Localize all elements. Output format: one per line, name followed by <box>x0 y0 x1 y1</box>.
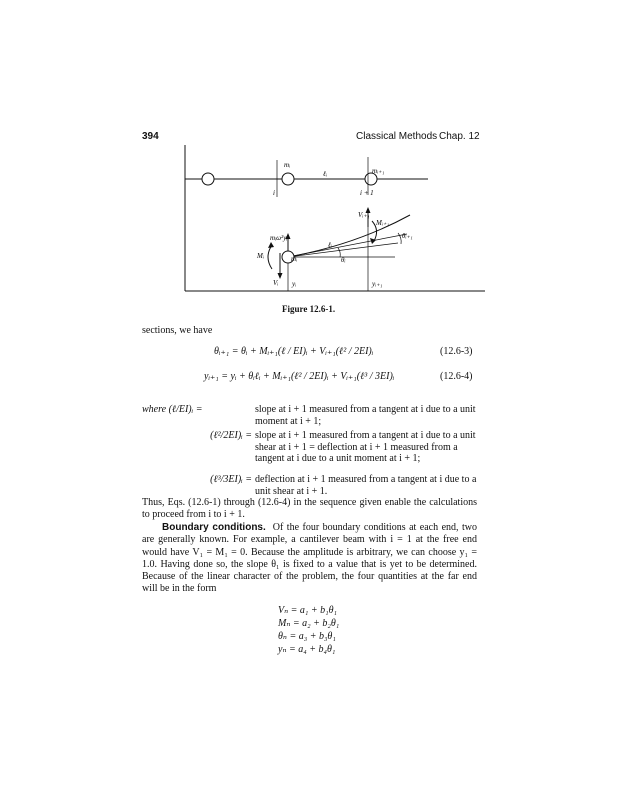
where-value: deflection at i + 1 measured from a tangent at i due to a unit shear at i + 1. <box>255 474 477 497</box>
deflected-beam <box>288 215 410 257</box>
running-title: Classical Methods <box>356 131 438 142</box>
theta-i-arc <box>338 248 340 257</box>
boundary-paragraph <box>142 522 477 596</box>
boundary-equation: Vₙ = a₁ + b₁θ₁ <box>278 605 337 616</box>
boundary-equation: Mₙ = a₂ + b₂θ₁ <box>278 618 340 629</box>
where-key: where (ℓ/EI)ᵢ = <box>142 404 203 415</box>
boundary-text: Of the four boundary conditions at each end, two are generally known. For example, a cantilever beam with i = 1 at the free end would have V₁ = M₁ = 0. Because the amplitude is arbitrary, we can choose y₁ = 1.0. Having done so, the slope θ₁ is fixed to a value that is yet to be determined. Because of the linear character of the problem, the four quantities at the far end will be in the form <box>142 522 478 595</box>
mass-circle <box>202 173 214 185</box>
label-theta-i1: θᵢ₊₁ <box>402 232 413 240</box>
thus-paragraph: Thus, Eqs. (12.6-1) through (12.6-4) in the sequence given enable the calculations to proceed from i to i + 1. <box>142 497 477 521</box>
boundary-heading: Boundary conditions. <box>162 522 266 533</box>
label-i: i <box>273 189 275 197</box>
label-M-i: Mᵢ <box>257 252 264 260</box>
label-l-i-top: ℓᵢ <box>323 170 328 178</box>
label-l-i: ℓᵢ <box>328 241 333 249</box>
where-key: (ℓ³/3EI)ᵢ = <box>210 474 252 485</box>
label-v-i1: Vᵢ₊₁ <box>358 211 370 219</box>
label-i1: i + 1 <box>360 189 374 197</box>
theta-i1-arc <box>398 233 401 244</box>
chapter-label: Chap. 12 <box>439 131 480 142</box>
mass-circle <box>282 173 294 185</box>
moment-mi-arc <box>268 245 272 269</box>
label-m-i: mᵢ <box>284 161 291 169</box>
label-y-i: yᵢ <box>292 280 297 288</box>
where-value: slope at i + 1 measured from a tangent at i due to a unit moment at i + 1; <box>255 404 476 427</box>
equation-12-6-4: yᵢ₊₁ = yᵢ + θᵢℓᵢ + Mᵢ₊₁(ℓ² / 2EI)ᵢ + Vᵢ₊₁(ℓ³ / 3EI)ᵢ <box>204 371 395 382</box>
label-theta-i: θᵢ <box>341 256 346 264</box>
label-inertia: mᵢω²yᵢ <box>270 234 288 242</box>
equation-number: (12.6-3) <box>440 346 473 357</box>
label-V-i: Vᵢ <box>273 279 279 287</box>
label-y-i1: yᵢ₊₁ <box>372 280 383 288</box>
figure-12-6-1 <box>140 145 485 300</box>
equation-12-6-3: θᵢ₊₁ = θᵢ + Mᵢ₊₁(ℓ / EI)ᵢ + Vᵢ₊₁(ℓ² / 2EI)ᵢ <box>214 346 374 357</box>
boundary-equation: yₙ = a₄ + b₄θ₁ <box>278 644 336 655</box>
where-value: slope at i + 1 measured from a tangent at i due to a unit shear at i + 1 = deflection at i + 1 measured from a tangent at i due to a unit moment at i + 1; <box>255 430 476 464</box>
page-number: 394 <box>142 131 159 142</box>
arrowhead-icon <box>268 242 274 248</box>
label-M-i1: Mᵢ₊₁ <box>376 219 390 227</box>
boundary-equation: θₙ = a₃ + b₃θ₁ <box>278 631 336 642</box>
label-m-i1: mᵢ₊₁ <box>372 167 385 175</box>
equation-number: (12.6-4) <box>440 371 473 382</box>
intro-text: sections, we have <box>142 325 213 336</box>
label-mi: mᵢ <box>291 255 298 263</box>
figure-caption: Figure 12.6-1. <box>282 304 336 314</box>
chord-line <box>288 243 398 257</box>
where-key: (ℓ²/2EI)ᵢ = <box>210 430 252 441</box>
